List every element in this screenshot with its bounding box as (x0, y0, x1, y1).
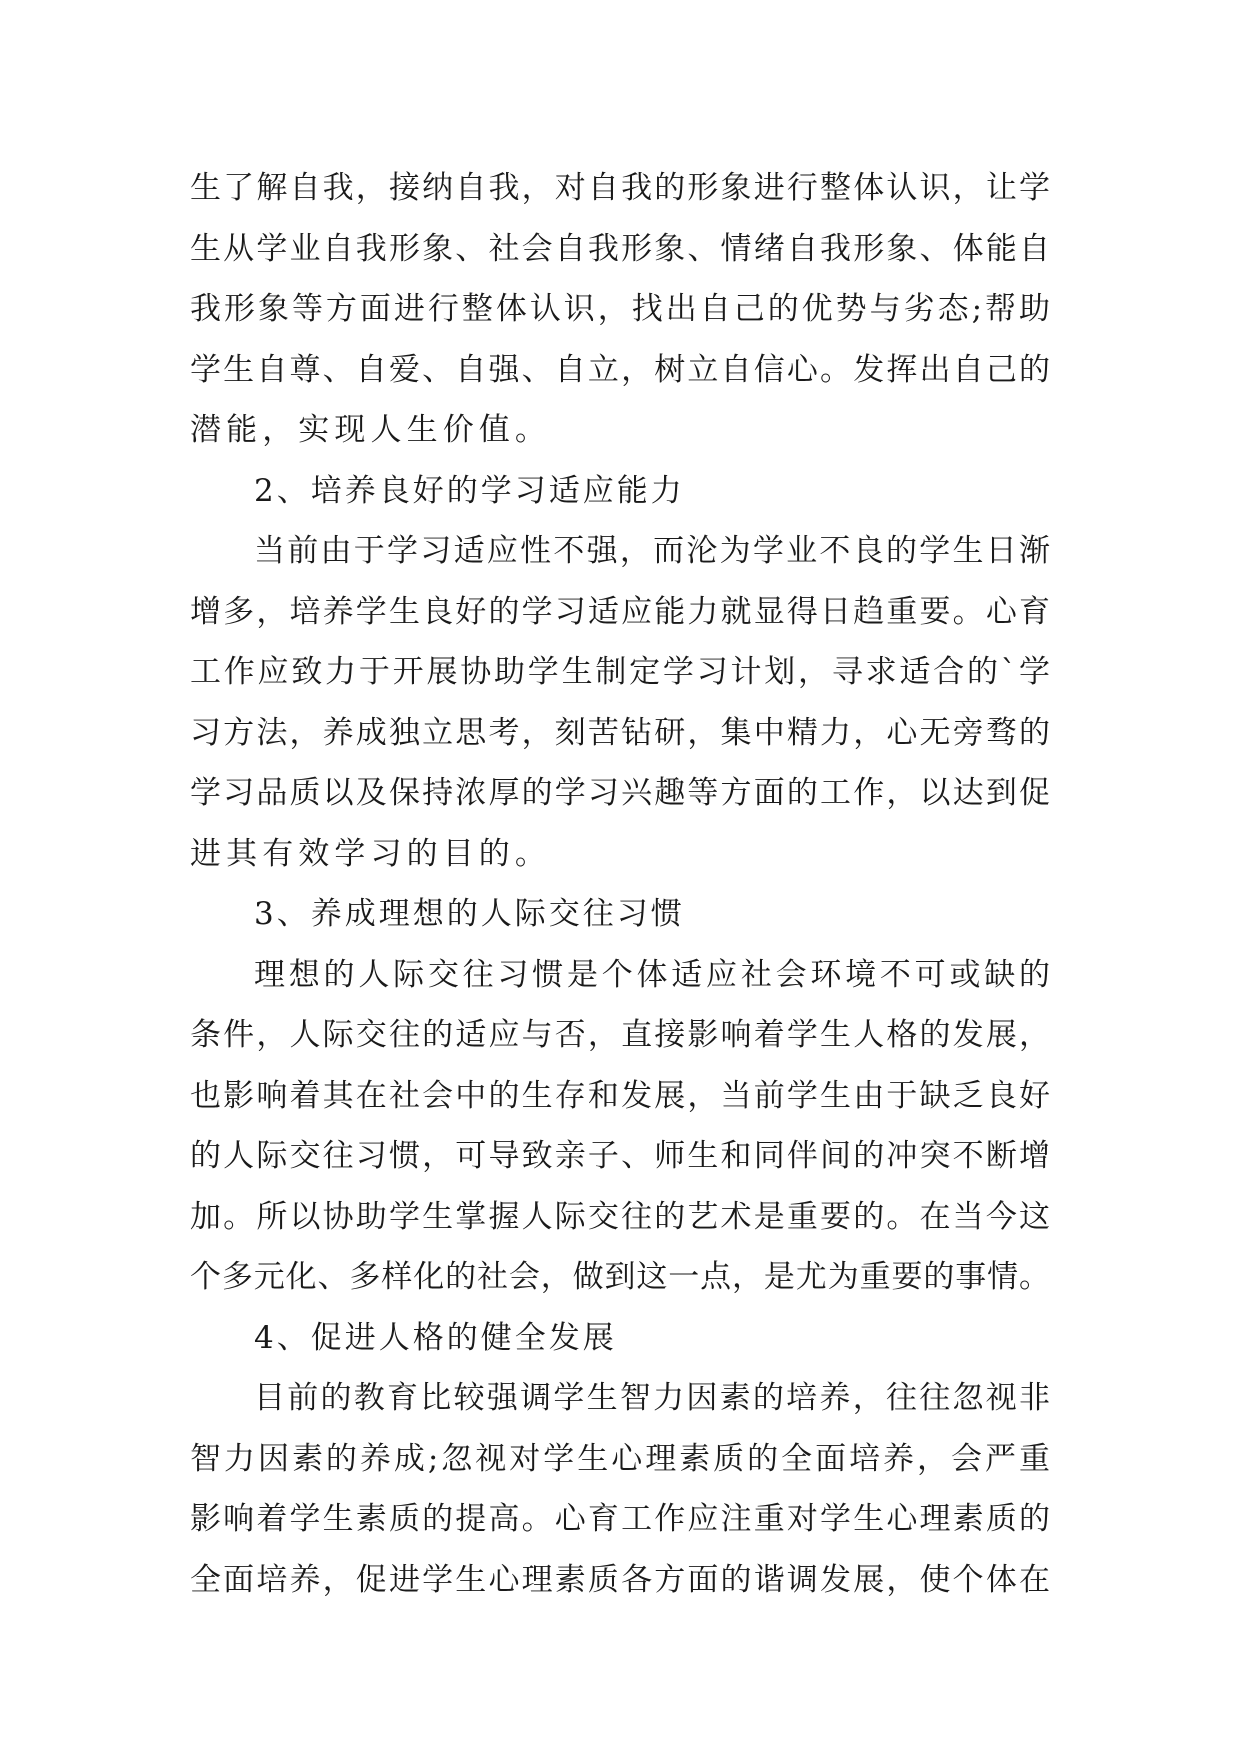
paragraph-line: 全面培养，促进学生心理素质各方面的谐调发展，使个体在 (190, 1561, 1050, 1598)
paragraph-line: 影响着学生素质的提高。心育工作应注重对学生心理素质的 (190, 1501, 1050, 1537)
paragraph-line: 潜能，实现人生价值。 (190, 412, 551, 448)
paragraph-line: 目前的教育比较强调学生智力因素的培养，往往忽视非 (254, 1380, 1050, 1416)
body-text (190, 158, 1050, 1610)
paragraph-line: 个多元化、多样化的社会，做到这一点，是尤为重要的事情。 (190, 1259, 1050, 1295)
paragraph-line: 工作应致力于开展协助学生制定学习计划，寻求适合的`学 (190, 654, 1050, 690)
section-heading-4: 4、促进人格的健全发展 (254, 1319, 617, 1356)
paragraph-line: 理想的人际交往习惯是个体适应社会环境不可或缺的 (254, 956, 1050, 993)
paragraph-line: 智力因素的养成;忽视对学生心理素质的全面培养，会严重 (190, 1440, 1050, 1477)
paragraph-line: 当前由于学习适应性不强，而沦为学业不良的学生日渐 (254, 533, 1050, 569)
paragraph-line: 学生自尊、自爱、自强、自立，树立自信心。发挥出自己的 (190, 351, 1050, 388)
paragraph-line: 加。所以协助学生掌握人际交往的艺术是重要的。在当今这 (190, 1198, 1050, 1235)
paragraph-line: 生从学业自我形象、社会自我形象、情绪自我形象、体能自 (190, 230, 1050, 267)
paragraph-line: 我形象等方面进行整体认识，找出自己的优势与劣态;帮助 (190, 291, 1050, 327)
paragraph-line: 条件，人际交往的适应与否，直接影响着学生人格的发展， (190, 1017, 1050, 1053)
section-heading-2: 2、培养良好的学习适应能力 (254, 472, 685, 509)
paragraph-line: 也影响着其在社会中的生存和发展，当前学生由于缺乏良好 (190, 1077, 1050, 1114)
paragraph-line: 的人际交往习惯，可导致亲子、师生和同伴间的冲突不断增 (190, 1138, 1050, 1174)
paragraph-line: 学习品质以及保持浓厚的学习兴趣等方面的工作，以达到促 (190, 775, 1050, 811)
paragraph-line: 习方法，养成独立思考，刻苦钻研，集中精力，心无旁骛的 (190, 714, 1050, 751)
paragraph-line: 进其有效学习的目的。 (190, 835, 551, 872)
paragraph-line: 增多，培养学生良好的学习适应能力就显得日趋重要。心育 (190, 593, 1050, 630)
paragraph-line: 生了解自我，接纳自我，对自我的形象进行整体认识，让学 (190, 170, 1050, 206)
section-heading-3: 3、养成理想的人际交往习惯 (254, 896, 685, 932)
